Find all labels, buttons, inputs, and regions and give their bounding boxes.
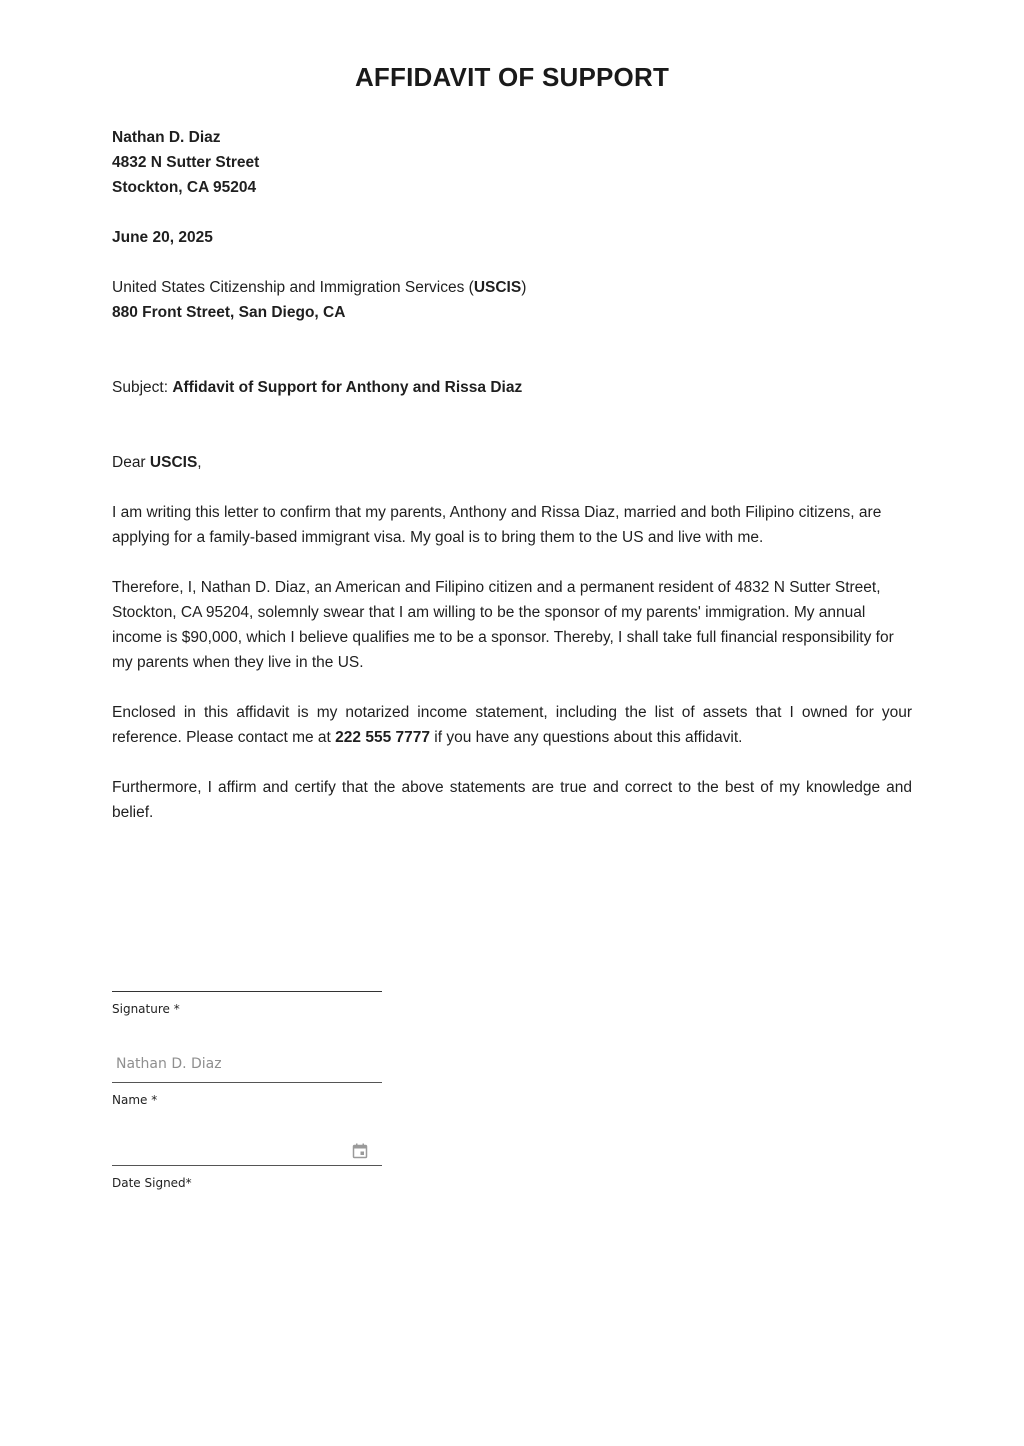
salutation-name: USCIS (149, 454, 198, 471)
name-input-value: Nathan D. Diaz (116, 1056, 222, 1072)
salutation-prefix: Dear (112, 454, 150, 471)
signature-field[interactable] (112, 960, 382, 1016)
document-title: AFFIDAVIT OF SUPPORT (354, 62, 670, 92)
paragraph-4: Furthermore, I affirm and certify that the above statements are true and correct to the best of my knowledge and belief. (112, 779, 912, 821)
date-signed-field[interactable] (112, 1131, 382, 1190)
letter-date: June 20, 2025 (112, 229, 213, 246)
subject-text: Affidavit of Support for Anthony and Rissa Diaz (172, 379, 523, 396)
paragraph-3 (112, 700, 912, 750)
recipient-org-abbr: USCIS (473, 279, 522, 296)
subject-label: Subject: (112, 379, 173, 396)
paragraph-2: Therefore, I, Nathan D. Diaz, an American and Filipino citizen and a permanent resident of 4832 N Sutter Street, Stockton, CA 95204, solemnly swear that I am willing to be the sponsor of my parents' immigration. My annual income is $90,000, which I believe qualifies me to be a sponsor. Thereby, I shall take full financial responsibility for my parents when they live in the US. (112, 579, 894, 671)
signature-label: Signature * (112, 1002, 180, 1016)
recipient-address: 880 Front Street, San Diego, CA (112, 304, 346, 321)
recipient-org-prefix: United States Citizenship and Immigration Services ( (112, 279, 474, 296)
salutation-suffix: , (197, 454, 202, 471)
salutation (112, 450, 912, 475)
paragraph-3-text-a: Enclosed in this affidavit is my notarized income statement, including the list of assets that I owned for your reference. Please contact me at (112, 704, 912, 746)
date-input[interactable] (112, 1131, 382, 1166)
paragraph-3-text-b: if you have any questions about this affidavit. (429, 729, 743, 746)
signature-line[interactable] (112, 960, 382, 992)
name-input[interactable] (112, 1048, 382, 1083)
sender-city: Stockton, CA 95204 (112, 179, 257, 196)
sender-name: Nathan D. Diaz (112, 129, 221, 146)
name-label: Name * (112, 1093, 158, 1107)
calendar-icon[interactable] (352, 1143, 368, 1159)
sender-street: 4832 N Sutter Street (112, 154, 260, 171)
paragraph-1: I am writing this letter to confirm that my parents, Anthony and Rissa Diaz, married and both Filipino citizens, are applying for a family-based immigrant visa. My goal is to bring them to the US and live with me. (112, 504, 882, 546)
recipient-org-suffix: ) (521, 279, 527, 296)
phone-number: 222 555 7777 (335, 729, 430, 746)
recipient-org (112, 275, 912, 300)
letter-body (112, 125, 912, 825)
name-field[interactable] (112, 1048, 382, 1107)
date-signed-label: Date Signed* (112, 1176, 192, 1190)
subject-line (112, 375, 912, 400)
